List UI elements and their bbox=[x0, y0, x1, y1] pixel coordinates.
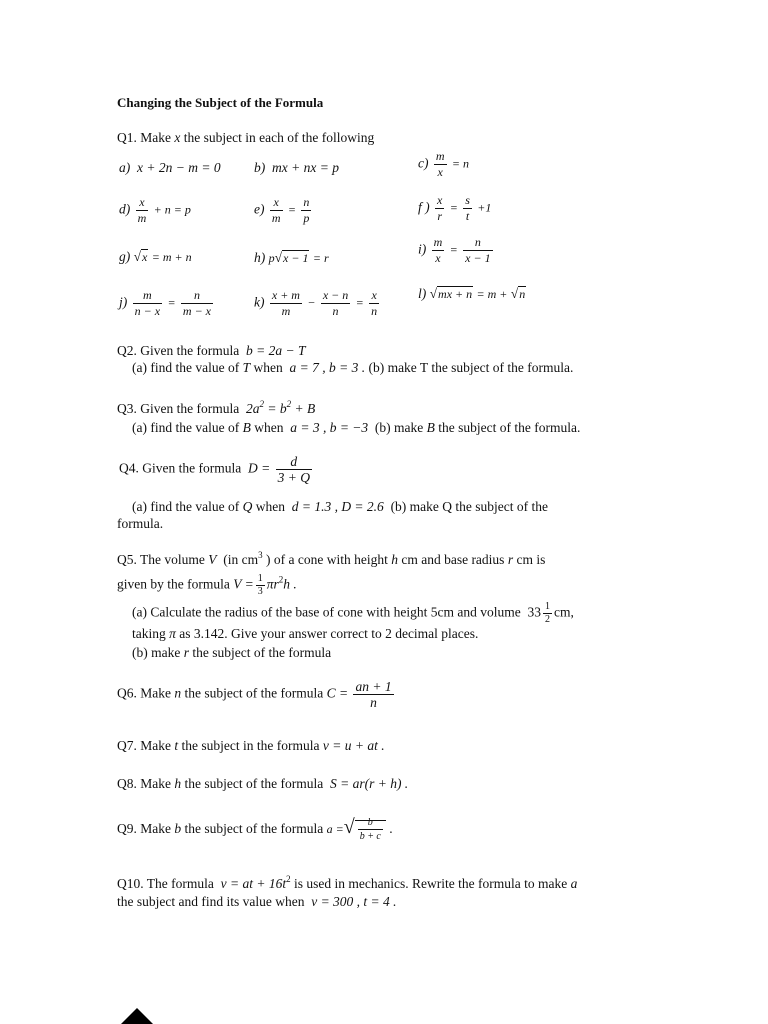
q1-item-k: k) $\frac{x + m}{m}$ − $\frac{x - n}{n}$ = $\frac{x}{n}$ bbox=[254, 288, 378, 318]
q1-item-d: d) $\frac{x}{m}$ + n = p bbox=[119, 195, 191, 225]
q1-item-l: l) √mx + n = m + √n bbox=[418, 286, 526, 301]
q1-item-b: b) mx + nx = p bbox=[254, 160, 339, 175]
q8-line: Q8. Make h the subject of the formula S = ar(r + h) . bbox=[117, 776, 409, 791]
q10-line-1: Q10. The formula v = at + $16t^2$ is used in mechanics. Rewrite the formula to make a bbox=[117, 874, 578, 891]
q1-item-j: j) $\frac{m}{n - x}$ = $\frac{n}{m - x}$ bbox=[119, 288, 212, 318]
q1-item-a: a) x + 2n − m = 0 bbox=[119, 160, 221, 175]
q1-item-i: i) $\frac{m}{x}$ = $\frac{n}{x - 1}$ bbox=[418, 235, 491, 265]
q4-line-3: formula. bbox=[117, 516, 164, 531]
q1-item-e: e) $\frac{x}{m}$ = $\frac{n}{p}$ bbox=[254, 195, 310, 225]
page-title: Changing the Subject of the Formula bbox=[117, 95, 324, 110]
q1-item-c: c) $\frac{m}{x}$ = n bbox=[418, 149, 470, 179]
q4-line-1: Q4. Given the formula D = $\frac{d}{3 + Q}$ bbox=[119, 454, 310, 485]
q9-line: Q9. Make b the subject of the formula a =√ $\frac{b}{b + c}$ . bbox=[117, 816, 393, 843]
q10-line-2: the subject and find its value when v = 300 , t = 4 . bbox=[117, 894, 397, 909]
q1-item-h: h) p√x − 1 = r bbox=[254, 250, 329, 265]
q5-line-4: taking π as 3.142. Give your answer correct to 2 decimal places. bbox=[132, 626, 479, 641]
q6-line: Q6. Make n the subject of the formula C = $\frac{an + 1}{n}$ bbox=[117, 679, 392, 710]
q2-line-1: Q2. Given the formula b = 2a − T bbox=[117, 343, 306, 358]
q1-item-g: g) √x = m + n bbox=[119, 249, 192, 264]
q5-line-2: given by the formula V = $\frac{1}{3}$ $\pi r^2h$ . bbox=[117, 573, 297, 597]
q3-line-1: Q3. Given the formula $2a^2 = b^2 + B$ bbox=[117, 399, 316, 416]
q5-line-1: Q5. The volume V (in $cm^3$ ) of a cone with height h cm and base radius r cm is bbox=[117, 550, 546, 567]
q1-item-f: f ) $\frac{x}{r}$ = $\frac{s}{t}$ +1 bbox=[418, 193, 492, 223]
q7-line: Q7. Make t the subject in the formula v = u + at . bbox=[117, 738, 385, 753]
q3-line-2: (a) find the value of B when a = 3 , b = −3 (b) make B the subject of the formula. bbox=[132, 420, 581, 435]
q1-intro: Q1. Make x the subject in each of the following bbox=[117, 130, 375, 145]
q5-line-5: (b) make r the subject of the formula bbox=[132, 645, 332, 660]
q4-line-2: (a) find the value of Q when d = 1.3 , D = 2.6 (b) make Q the subject of the bbox=[132, 499, 549, 514]
q2-line-2: (a) find the value of T when a = 7 , b = 3 . (b) make T the subject of the formula. bbox=[132, 360, 574, 375]
q5-line-3: (a) Calculate the radius of the base of cone with height 5cm and volume 33 $\frac{1}{2}$ cm, bbox=[132, 601, 574, 625]
spade-icon bbox=[121, 1008, 153, 1024]
